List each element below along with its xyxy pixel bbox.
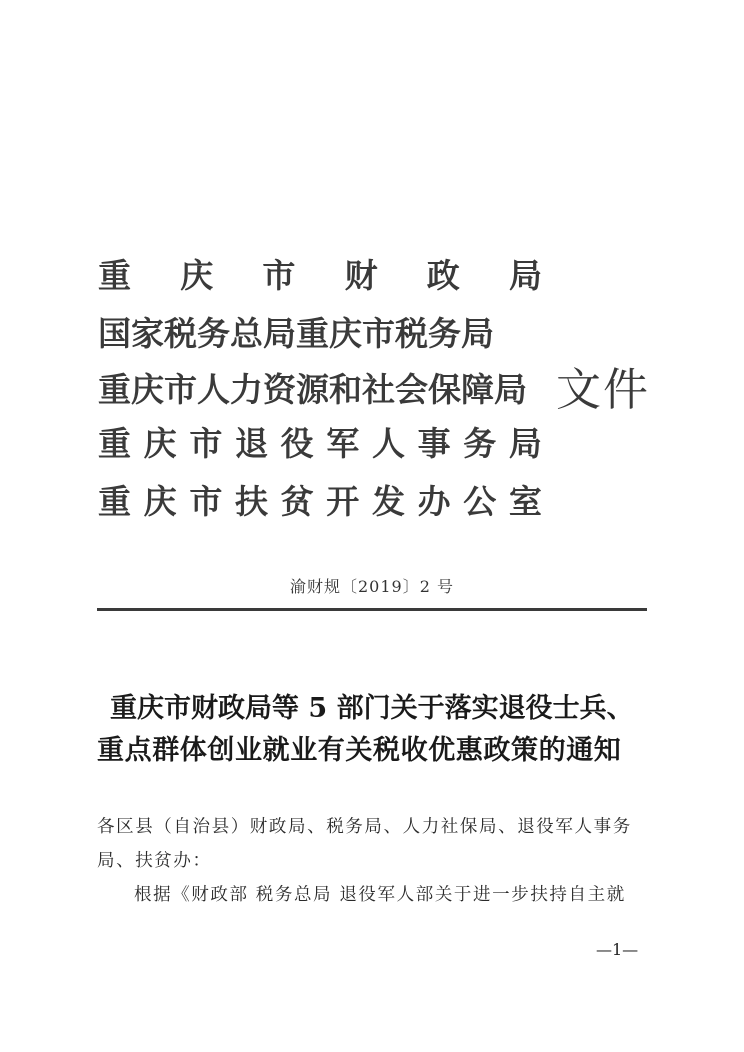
issuer-text: 国家税务总局重庆市税务局 — [98, 314, 494, 353]
issuer-hr-bureau — [98, 364, 542, 416]
issuer-tax-bureau — [98, 308, 542, 360]
issuer-poverty-office — [98, 476, 542, 528]
issuer-char: 退 — [234, 424, 268, 463]
issuer-char: 发 — [371, 482, 405, 521]
issuer-char: 军 — [326, 424, 360, 463]
issuer-char: 事 — [417, 424, 451, 463]
issuer-char: 局 — [508, 424, 542, 463]
notice-title-line-2: 重点群体创业就业有关税收优惠政策的通知 — [97, 735, 622, 766]
issuer-char: 局 — [508, 256, 542, 295]
issuer-char: 贫 — [280, 482, 314, 521]
issuer-char: 重 — [98, 424, 131, 463]
issuer-char: 庆 — [143, 424, 177, 463]
issuer-char: 重 — [98, 256, 131, 295]
notice-title-line-1: 重庆市财政局等 5 部门关于落实退役士兵、 — [110, 693, 634, 724]
issuer-char: 办 — [417, 482, 451, 521]
document-number: 渝财规〔2019〕2 号 — [290, 577, 454, 596]
issuer-char: 重 — [98, 482, 131, 521]
issuer-char: 财 — [344, 256, 378, 295]
issuer-char: 政 — [426, 256, 460, 295]
addressee-line-2: 局、扶贫办： — [97, 851, 212, 871]
issuer-char: 扶 — [234, 482, 268, 521]
addressee-line-1: 各区县（自治县）财政局、税务局、人力社保局、退役军人事务 — [97, 817, 632, 837]
page-number: —1— — [596, 940, 639, 959]
issuer-char: 室 — [508, 482, 542, 521]
body-paragraph-line-1: 根据《财政部 税务总局 退役军人部关于进一步扶持自主就 — [134, 885, 626, 905]
issuer-char: 务 — [463, 424, 497, 463]
header-divider — [97, 608, 647, 611]
issuer-char: 市 — [189, 482, 223, 521]
issuer-char: 市 — [262, 256, 296, 295]
issuer-char: 市 — [189, 424, 223, 463]
issuer-char: 庆 — [143, 482, 177, 521]
document-type-label: 文件 — [556, 363, 651, 416]
issuer-veterans-bureau — [98, 418, 542, 470]
issuer-char: 人 — [371, 424, 405, 463]
issuer-char: 庆 — [180, 256, 214, 295]
issuer-char: 公 — [463, 482, 497, 521]
issuer-char: 役 — [280, 424, 314, 463]
issuer-char: 开 — [326, 482, 360, 521]
issuer-text: 重庆市人力资源和社会保障局 — [98, 370, 527, 409]
issuer-finance-bureau — [98, 250, 542, 302]
